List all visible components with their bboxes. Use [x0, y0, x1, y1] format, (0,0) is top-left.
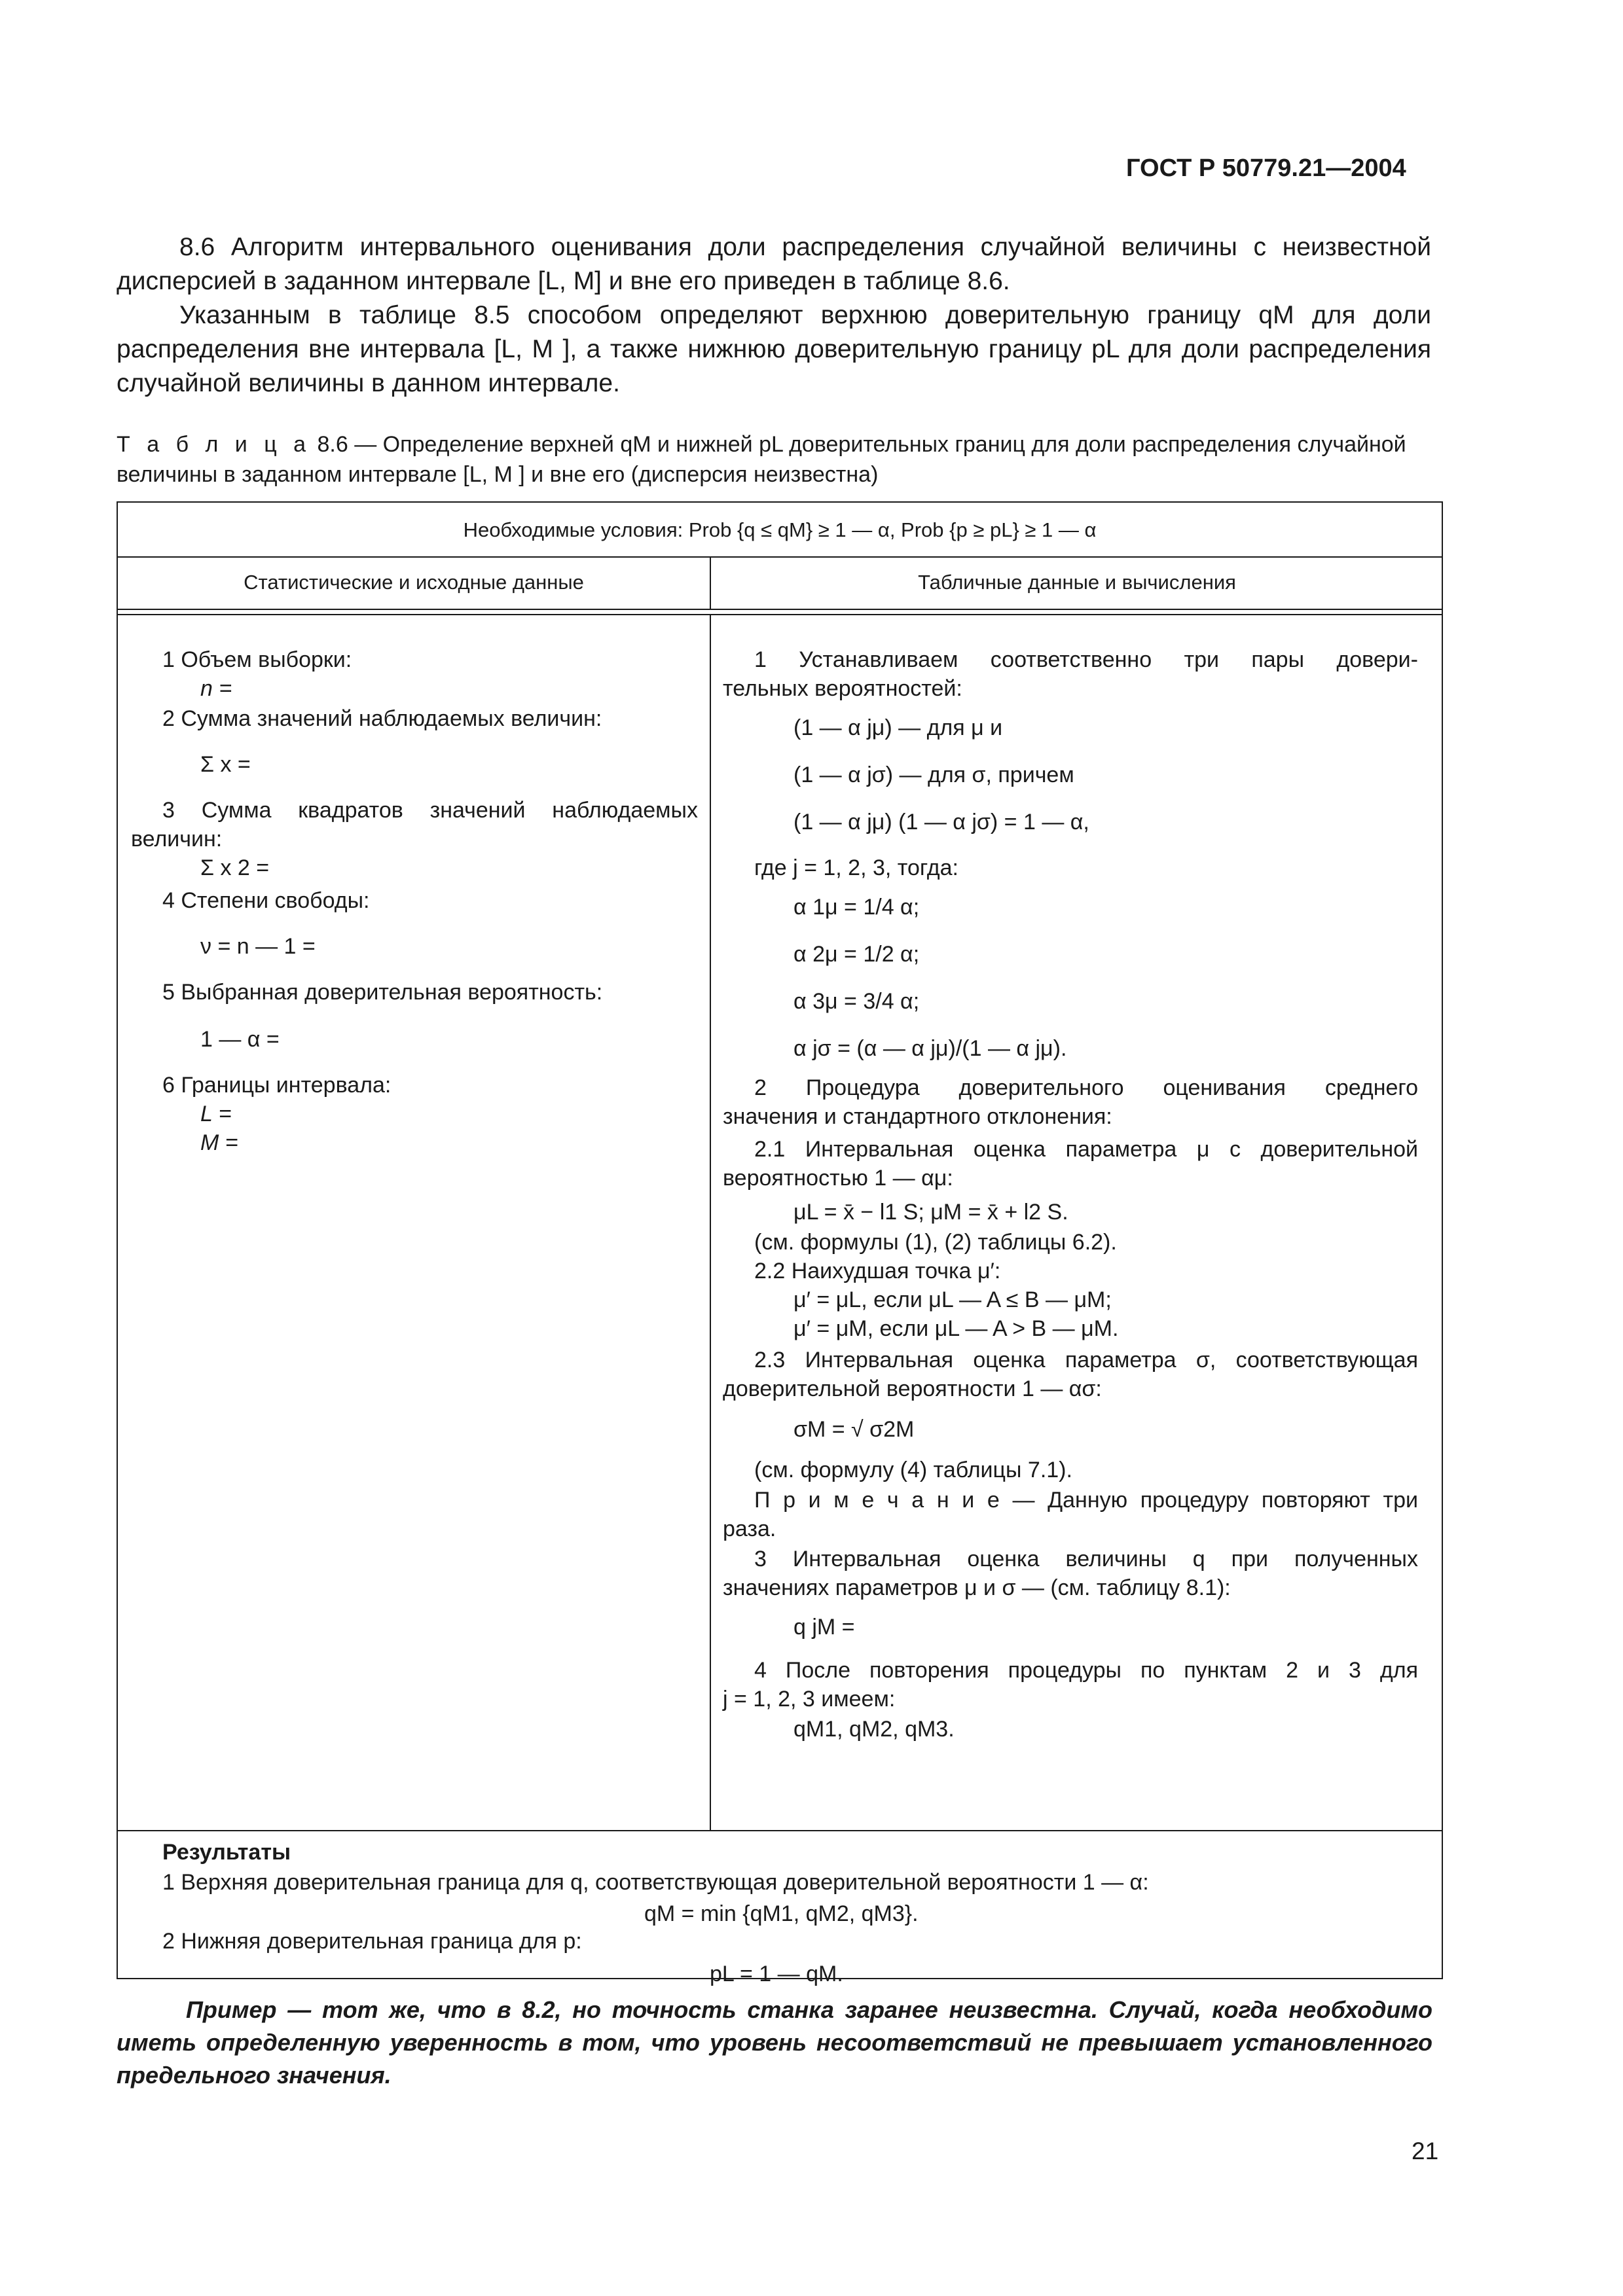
right-line: (1 — α jμ) (1 — α jσ) = 1 — α, — [793, 810, 1089, 834]
left-line: M = — [200, 1130, 238, 1155]
col-header-calculations: Табличные данные и вычисления — [918, 571, 1236, 594]
table-header-row — [118, 558, 1442, 610]
right-line: 1 Устанавливаем соответственно три пары довери- — [754, 647, 1418, 672]
results-line-1: 1 Верхняя доверительная граница для q, соответствующая доверительной вероятности 1 — α: — [162, 1870, 1149, 1895]
right-line: α jσ = (α — α jμ)/(1 — α jμ). — [793, 1036, 1067, 1061]
right-line: j = 1, 2, 3 имеем: — [723, 1687, 896, 1712]
right-line: (1 — α jσ) — для σ, причем — [793, 762, 1074, 787]
example-text — [117, 1994, 1432, 2092]
right-line: 2.1 Интервальная оценка параметра μ с доверительной — [754, 1137, 1418, 1162]
page-number: 21 — [1412, 2138, 1439, 2164]
right-line: 2.3 Интервальная оценка параметра σ, соответствующая — [754, 1348, 1418, 1372]
table-left-column — [118, 615, 711, 1830]
right-line: значениях параметров μ и σ — (см. таблицу 8.1): — [723, 1575, 1231, 1600]
left-line: 6 Границы интервала: — [162, 1073, 392, 1098]
left-line: L = — [200, 1102, 232, 1126]
paragraph-8-6: 8.6 Алгоритм интервального оценивания доли распределения случайной величины с неизвестной дисперсией в заданном интервале [L, M] и вне его приведен в таблице 8.6. — [117, 233, 1431, 295]
results-formula-1: qM = min {qM1, qM2, qM3}. — [644, 1901, 919, 1926]
table-caption — [117, 429, 1432, 490]
right-line: μ′ = μM, если μL — A > B — μM. — [793, 1316, 1119, 1341]
left-line: ν = n — 1 = — [200, 934, 316, 959]
left-line: 1 Объем выборки: — [162, 647, 352, 672]
right-line: μ′ = μL, если μL — A ≤ B — μM; — [793, 1287, 1112, 1312]
results-title: Результаты — [162, 1840, 291, 1865]
right-line: α 1μ = 1/4 α; — [793, 895, 920, 920]
left-line: 4 Степени свободы: — [162, 888, 370, 913]
right-line: q jM = — [793, 1615, 855, 1640]
left-line: величин: — [131, 827, 223, 852]
right-line: (см. формулы (1), (2) таблицы 6.2). — [754, 1230, 1117, 1255]
table-conditions: Необходимые условия: Prob {q ≤ qM} ≥ 1 — α, Prob {p ≥ pL} ≥ 1 — α — [118, 503, 1442, 558]
left-line: Σ x = — [200, 752, 251, 777]
right-line: 2 Процедура доверительного оценивания среднего — [754, 1075, 1418, 1100]
col-header-input-data: Статистические и исходные данные — [118, 558, 711, 610]
right-line: вероятностью 1 — αμ: — [723, 1166, 953, 1191]
right-line: 2.2 Наихудшая точка μ′: — [754, 1259, 1001, 1283]
right-line: где j = 1, 2, 3, тогда: — [754, 855, 958, 880]
right-line: 3 Интервальная оценка величины q при полученных — [754, 1547, 1418, 1571]
left-line: n = — [200, 676, 232, 701]
table-caption-text: 8.6 — Определение верхней qM и нижней pL доверительных границ для доли распределения случайной величины в заданном интервале [L, M ] и вне его (дисперсия неизвестна) — [117, 432, 1406, 487]
left-line: 2 Сумма значений наблюдаемых величин: — [162, 706, 602, 731]
left-line: 1 — α = — [200, 1027, 280, 1052]
left-line: 5 Выбранная доверительная вероятность: — [162, 980, 603, 1005]
left-line: 3 Сумма квадратов значений наблюдаемых — [162, 798, 698, 823]
right-line: П р и м е ч а н и е — Данную процедуру повторяют три — [754, 1488, 1418, 1513]
results-formula-2: pL = 1 — qM. — [710, 1962, 843, 1986]
right-line: значения и стандартного отклонения: — [723, 1104, 1112, 1129]
right-line: (см. формулу (4) таблицы 7.1). — [754, 1458, 1072, 1482]
right-line: σM = √ σ2M — [793, 1417, 915, 1442]
right-line: qM1, qM2, qM3. — [793, 1717, 955, 1742]
right-line: доверительной вероятности 1 — ασ: — [723, 1376, 1102, 1401]
right-line: (1 — α jμ) — для μ и — [793, 715, 1003, 740]
table-right-column — [711, 615, 1443, 1830]
paragraph-method: Указанным в таблице 8.5 способом определяют верхнюю доверительную границу qM для доли распределения вне интервала [L, M ], а также нижнюю доверительную границу pL для доли распределения случайной величины в данном интервале. — [117, 301, 1431, 397]
table-8-6 — [117, 501, 1443, 1986]
right-line: раза. — [723, 1516, 776, 1541]
right-line: α 3μ = 3/4 α; — [793, 989, 920, 1014]
right-line: тельных вероятностей: — [723, 676, 962, 701]
table-header-rule — [118, 610, 1442, 615]
results-line-2: 2 Нижняя доверительная граница для p: — [162, 1929, 582, 1954]
right-line: μL = x̄ − l1 S; μM = x̄ + l2 S. — [793, 1200, 1068, 1225]
right-line: 4 После повторения процедуры по пунктам 2 и 3 для — [754, 1658, 1418, 1683]
table-caption-label: Т а б л и ц а — [117, 432, 312, 457]
left-line: Σ x 2 = — [200, 855, 270, 880]
standard-header: ГОСТ Р 50779.21—2004 — [1126, 154, 1406, 182]
right-line: α 2μ = 1/2 α; — [793, 942, 920, 967]
example-body: Пример — тот же, что в 8.2, но точность станка заранее неизвестна. Случай, когда необходимо иметь определенную уверенность в том, что уровень несоответствий не превышает установленного предельного значения. — [117, 1996, 1432, 2089]
table-results — [118, 1831, 1442, 1986]
